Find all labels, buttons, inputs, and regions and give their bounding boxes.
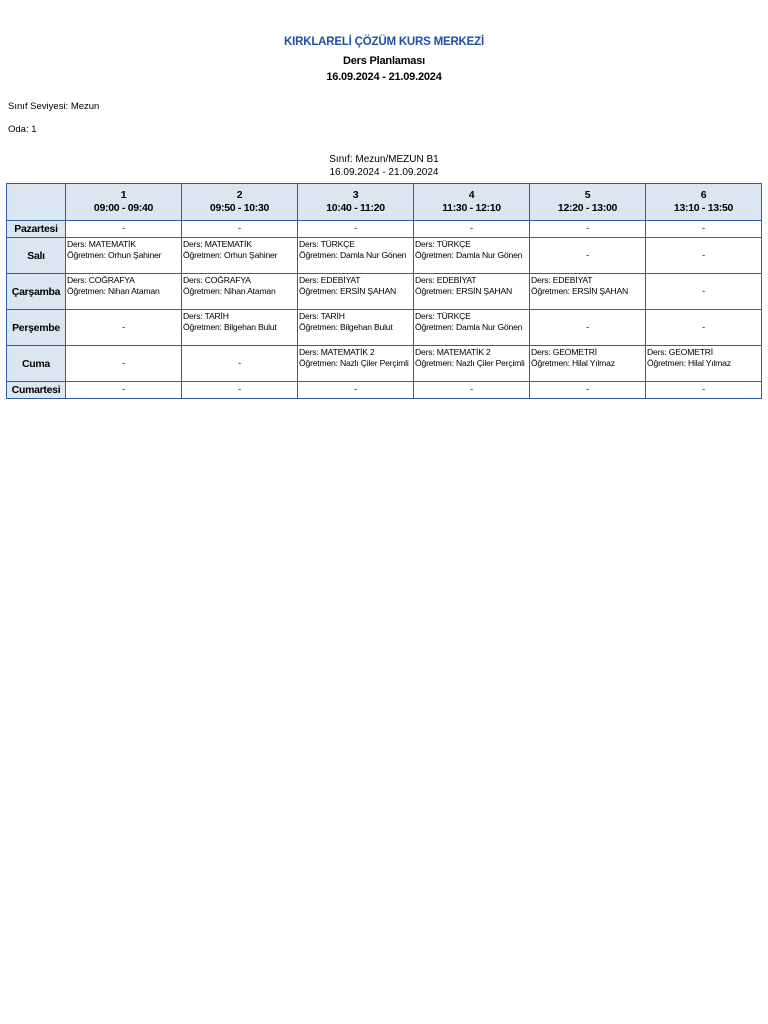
teacher-name: Öğretmen: Nihan Ataman [67, 286, 160, 296]
lesson-name: Ders: MATEMATİK 2 [299, 347, 375, 357]
empty-slot: - [414, 382, 530, 399]
period-header [646, 184, 762, 221]
class-date-range: 16.09.2024 - 21.09.2024 [329, 167, 439, 178]
day-row [7, 310, 762, 346]
day-row [7, 238, 762, 274]
period-time: 13:10 - 13:50 [673, 202, 734, 214]
period-number: 2 [236, 189, 243, 201]
teacher-name: Öğretmen: Hilal Yılmaz [531, 358, 615, 368]
lesson-slot [66, 238, 182, 274]
lesson-slot [66, 274, 182, 310]
period-header [182, 184, 298, 221]
period-number: 5 [584, 189, 591, 201]
class-level: Sınıf Seviyesi: Mezun [8, 101, 100, 112]
teacher-name: Öğretmen: Orhun Şahiner [67, 250, 162, 260]
teacher-name: Öğretmen: Damla Nur Gönen [299, 250, 407, 260]
teacher-name: Öğretmen: Nazlı Çiler Perçimli [415, 358, 525, 368]
document-date-range: 16.09.2024 - 21.09.2024 [326, 71, 442, 83]
document-header [0, 34, 768, 82]
lesson-name: Ders: TARİH [299, 311, 345, 321]
period-time: 09:50 - 10:30 [209, 202, 270, 214]
empty-slot: - [530, 382, 646, 399]
lesson-slot [182, 274, 298, 310]
schedule-table [6, 183, 762, 399]
lesson-name: Ders: MATEMATİK 2 [415, 347, 491, 357]
day-name: Salı [7, 238, 66, 274]
teacher-name: Öğretmen: Bilgehan Bulut [299, 322, 393, 332]
period-number: 6 [700, 189, 707, 201]
institution-name: KIRKLARELİ ÇÖZÜM KURS MERKEZİ [284, 36, 484, 48]
day-name: Cumartesi [7, 382, 66, 399]
lesson-name: Ders: EDEBİYAT [299, 275, 361, 285]
empty-slot: - [414, 221, 530, 238]
class-info [0, 153, 768, 179]
empty-slot: - [646, 221, 762, 238]
lesson-slot [414, 346, 530, 382]
empty-slot: - [298, 221, 414, 238]
day-row [7, 274, 762, 310]
teacher-name: Öğretmen: Hilal Yılmaz [647, 358, 731, 368]
teacher-name: Öğretmen: Orhun Şahiner [183, 250, 278, 260]
empty-slot: - [66, 221, 182, 238]
class-name: Sınıf: Mezun/MEZUN B1 [329, 154, 439, 165]
day-name: Çarşamba [7, 274, 66, 310]
lesson-slot [298, 274, 414, 310]
lesson-slot [530, 346, 646, 382]
period-header [530, 184, 646, 221]
day-name: Cuma [7, 346, 66, 382]
period-number: 3 [352, 189, 359, 201]
empty-slot: - [66, 346, 182, 382]
lesson-name: Ders: EDEBİYAT [531, 275, 593, 285]
empty-slot: - [530, 310, 646, 346]
teacher-name: Öğretmen: Nihan Ataman [183, 286, 276, 296]
lesson-slot [182, 310, 298, 346]
teacher-name: Öğretmen: ERSİN ŞAHAN [299, 286, 397, 296]
period-header [298, 184, 414, 221]
lesson-name: Ders: TÜRKÇE [415, 311, 471, 321]
teacher-name: Öğretmen: ERSİN ŞAHAN [415, 286, 513, 296]
period-time: 12:20 - 13:00 [557, 202, 618, 214]
empty-slot: - [66, 310, 182, 346]
period-header [66, 184, 182, 221]
empty-slot: - [182, 221, 298, 238]
lesson-name: Ders: MATEMATİK [67, 239, 136, 249]
lesson-name: Ders: COĞRAFYA [67, 275, 135, 285]
day-name: Pazartesi [7, 221, 66, 238]
lesson-name: Ders: TÜRKÇE [415, 239, 471, 249]
lesson-name: Ders: TARİH [183, 311, 229, 321]
lesson-name: Ders: GEOMETRİ [647, 347, 713, 357]
lesson-slot [414, 310, 530, 346]
lesson-name: Ders: COĞRAFYA [183, 275, 251, 285]
empty-slot: - [646, 382, 762, 399]
empty-slot: - [646, 310, 762, 346]
lesson-name: Ders: MATEMATİK [183, 239, 252, 249]
period-header-row [7, 184, 762, 221]
empty-slot: - [298, 382, 414, 399]
lesson-slot [414, 274, 530, 310]
empty-slot: - [66, 382, 182, 399]
lesson-name: Ders: GEOMETRİ [531, 347, 597, 357]
empty-slot: - [530, 238, 646, 274]
period-time: 10:40 - 11:20 [326, 202, 385, 214]
room-number: Oda: 1 [8, 124, 37, 135]
empty-slot: - [646, 274, 762, 310]
empty-slot: - [182, 382, 298, 399]
lesson-slot [646, 346, 762, 382]
lesson-slot [182, 238, 298, 274]
teacher-name: Öğretmen: Bilgehan Bulut [183, 322, 277, 332]
lesson-slot [298, 346, 414, 382]
document-title: Ders Planlaması [343, 55, 425, 67]
empty-slot: - [646, 238, 762, 274]
day-row [7, 221, 762, 238]
period-time: 11:30 - 12:10 [442, 202, 501, 214]
teacher-name: Öğretmen: Nazlı Çiler Perçimli [299, 358, 409, 368]
teacher-name: Öğretmen: ERSİN ŞAHAN [531, 286, 629, 296]
teacher-name: Öğretmen: Damla Nur Gönen [415, 250, 523, 260]
period-number: 1 [120, 189, 127, 201]
day-row [7, 382, 762, 399]
lesson-slot [414, 238, 530, 274]
lesson-name: Ders: TÜRKÇE [299, 239, 355, 249]
empty-slot: - [182, 346, 298, 382]
lesson-slot [298, 310, 414, 346]
empty-slot: - [530, 221, 646, 238]
period-number: 4 [468, 189, 475, 201]
day-row [7, 346, 762, 382]
lesson-slot [530, 274, 646, 310]
lesson-slot [298, 238, 414, 274]
corner-cell [7, 184, 66, 221]
teacher-name: Öğretmen: Damla Nur Gönen [415, 322, 523, 332]
period-header [414, 184, 530, 221]
day-name: Perşembe [7, 310, 66, 346]
lesson-name: Ders: EDEBİYAT [415, 275, 477, 285]
period-time: 09:00 - 09:40 [93, 202, 154, 214]
